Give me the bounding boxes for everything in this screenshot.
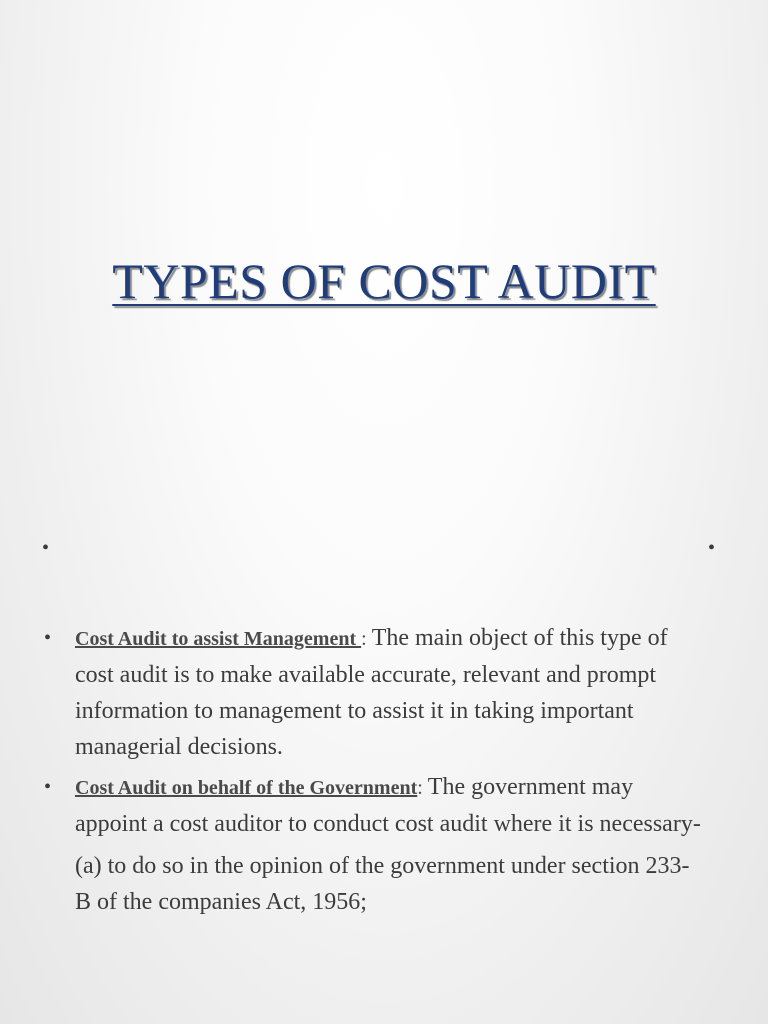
- bullet-marker: •: [44, 776, 52, 798]
- bullet-heading: Cost Audit to assist Management: [75, 628, 362, 650]
- empty-bullet-left: •: [42, 537, 50, 559]
- bullet-marker: •: [44, 627, 52, 649]
- sub-point-a: (a) to do so in the opinion of the government under section 233-B of the companies Act, 1956;: [75, 853, 690, 915]
- bullet-item-management: [44, 620, 704, 765]
- bullet-text: The government may appoint a cost auditor to conduct cost audit where it is necessary-: [75, 774, 701, 837]
- bullet-text: The main object of this type of cost audit is to make available accurate, relevant and prompt information to management to assist it in taking important managerial decisions.: [75, 625, 668, 760]
- bullet-heading: Cost Audit on behalf of the Government: [75, 777, 418, 799]
- bullet-separator: :: [361, 628, 372, 650]
- bullet-separator: :: [417, 777, 428, 799]
- empty-bullet-right: •: [708, 537, 716, 559]
- bullet-list: [44, 620, 704, 924]
- slide-title: TYPES OF COST AUDIT: [112, 253, 656, 309]
- bullet-item-government: [44, 769, 704, 920]
